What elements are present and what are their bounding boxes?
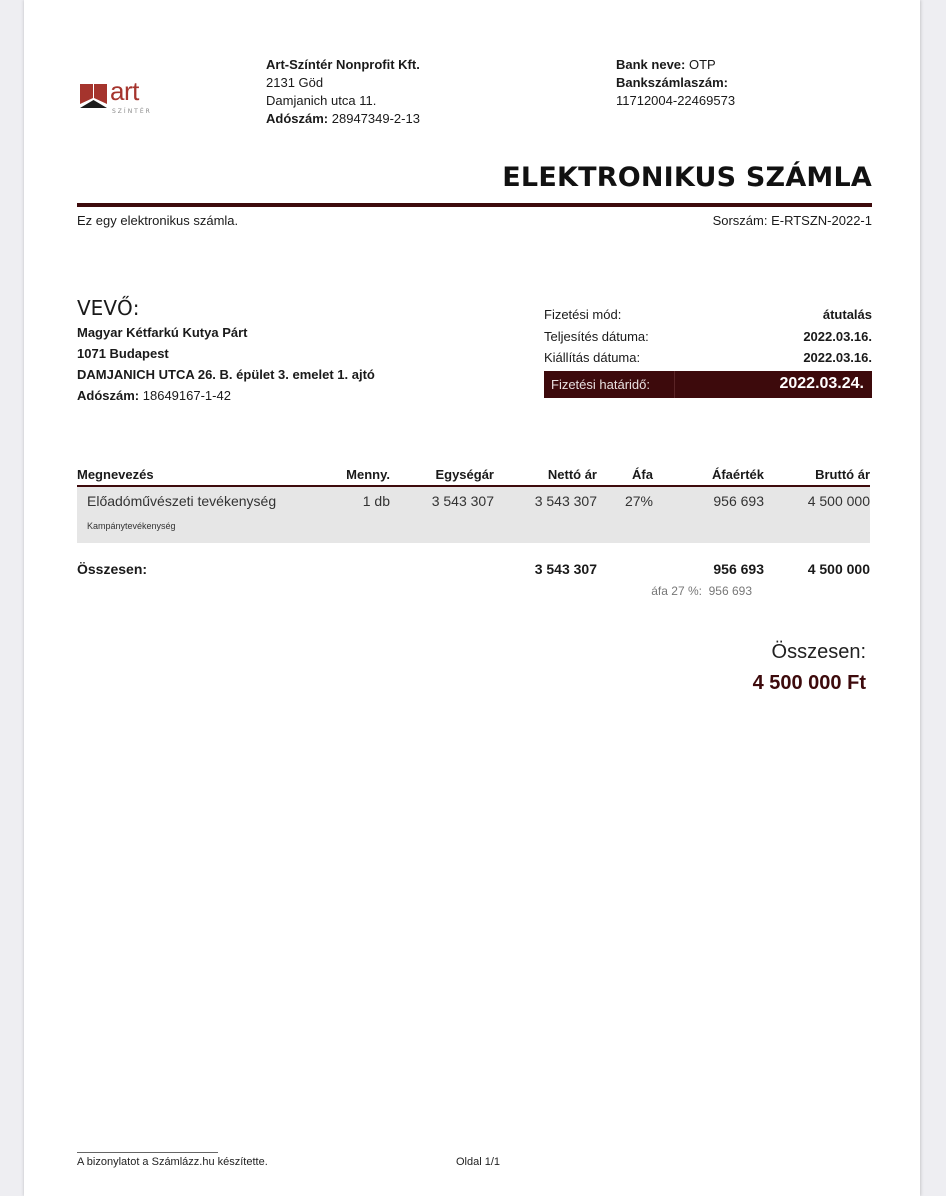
buyer-street: DAMJANICH UTCA 26. B. épület 3. emelet 1. ajtó (77, 367, 375, 382)
payment-method-label: Fizetési mód: (544, 307, 622, 323)
issue-date-value: 2022.03.16. (803, 350, 872, 366)
buyer-tax-id: 18649167-1-42 (142, 388, 231, 403)
seller-tax-id: 28947349-2-13 (331, 111, 420, 126)
seller-street: Damjanich utca 11. (266, 93, 377, 108)
fulfillment-date-label: Teljesítés dátuma: (544, 328, 649, 344)
issue-date-label: Kiállítás dátuma: (544, 350, 641, 366)
item-note: Kampánytevékenység (87, 521, 176, 531)
invoice-title: ELEKTRONIKUS SZÁMLA (502, 162, 872, 193)
bank-block (616, 56, 735, 110)
seller-city: 2131 Göd (266, 75, 324, 90)
payment-deadline-bar (544, 371, 872, 398)
item-vat-rate: 27% (624, 493, 653, 509)
grand-total-value: 4 500 000 Ft (752, 672, 866, 694)
invoice-serial: Sorszám: E-RTSZN-2022-1 (712, 213, 872, 228)
payment-deadline-label: Fizetési határidő: (544, 371, 675, 398)
bank-name: OTP (689, 57, 716, 72)
item-net: 3 543 307 (534, 493, 597, 509)
seller-tax-label: Adószám: (266, 111, 329, 126)
col-header-vat-rate: Áfa (632, 466, 653, 482)
header-divider (77, 203, 872, 207)
fulfillment-date-value: 2022.03.16. (803, 328, 872, 344)
buyer-title: VEVŐ: (77, 296, 140, 320)
logo-subtitle: SZÍNTÉR (112, 108, 152, 115)
col-header-name: Megnevezés (77, 466, 154, 482)
logo-word: art (110, 76, 139, 106)
bank-name-label: Bank neve: (616, 57, 686, 72)
issue-date-row (544, 347, 872, 369)
payment-deadline-value: 2022.03.24. (779, 375, 864, 392)
item-vat-amount: 956 693 (713, 493, 764, 509)
payment-method-value: átutalás (822, 307, 872, 323)
summary-net: 3 543 307 (534, 561, 597, 577)
footer-divider (77, 1152, 218, 1153)
item-name: Előadóművészeti tevékenység (87, 493, 277, 509)
buyer-city: 1071 Budapest (77, 346, 169, 361)
item-qty: 1 db (362, 493, 390, 509)
invoice-page (24, 0, 920, 1196)
bank-account-label: Bankszámlaszám: (616, 75, 728, 90)
art-szinter-logo-icon (80, 84, 107, 108)
bank-account: 11712004-22469573 (616, 93, 736, 108)
invoice-note: Ez egy elektronikus számla. (77, 213, 239, 228)
summary-vat-amount: 956 693 (713, 561, 764, 577)
col-header-net: Nettó ár (547, 466, 597, 482)
fulfillment-date-row (544, 326, 872, 348)
item-unit-price: 3 543 307 (431, 493, 494, 509)
footer-credit: A bizonylatot a Számlázz.hu készítette. (77, 1156, 268, 1168)
seller-block (266, 56, 420, 128)
table-summary-row (77, 559, 870, 579)
bank-name-row (616, 56, 735, 74)
items-table (77, 463, 870, 579)
grand-total-label: Összesen: (771, 641, 866, 663)
item-gross: 4 500 000 (807, 493, 870, 509)
vat-breakdown-note: áfa 27 %: 956 693 (651, 584, 752, 598)
table-row (77, 487, 870, 543)
summary-label: Összesen: (77, 561, 148, 577)
buyer-tax-row (77, 385, 375, 406)
col-header-qty: Menny. (346, 466, 390, 482)
payment-method-row (544, 304, 872, 326)
seller-name: Art-Színtér Nonprofit Kft. (266, 57, 420, 72)
table-header (77, 463, 870, 487)
col-header-unit-price: Egységár (435, 466, 494, 482)
dates-block (544, 304, 872, 398)
col-header-gross: Bruttó ár (815, 466, 870, 482)
buyer-block (77, 322, 375, 406)
buyer-tax-label: Adószám: (77, 388, 140, 403)
seller-tax-row (266, 110, 420, 128)
company-logo (80, 78, 170, 122)
summary-gross: 4 500 000 (807, 561, 870, 577)
buyer-name: Magyar Kétfarkú Kutya Párt (77, 325, 248, 340)
col-header-vat-amount: Áfaérték (711, 466, 764, 482)
footer-page-number: Oldal 1/1 (456, 1156, 501, 1168)
